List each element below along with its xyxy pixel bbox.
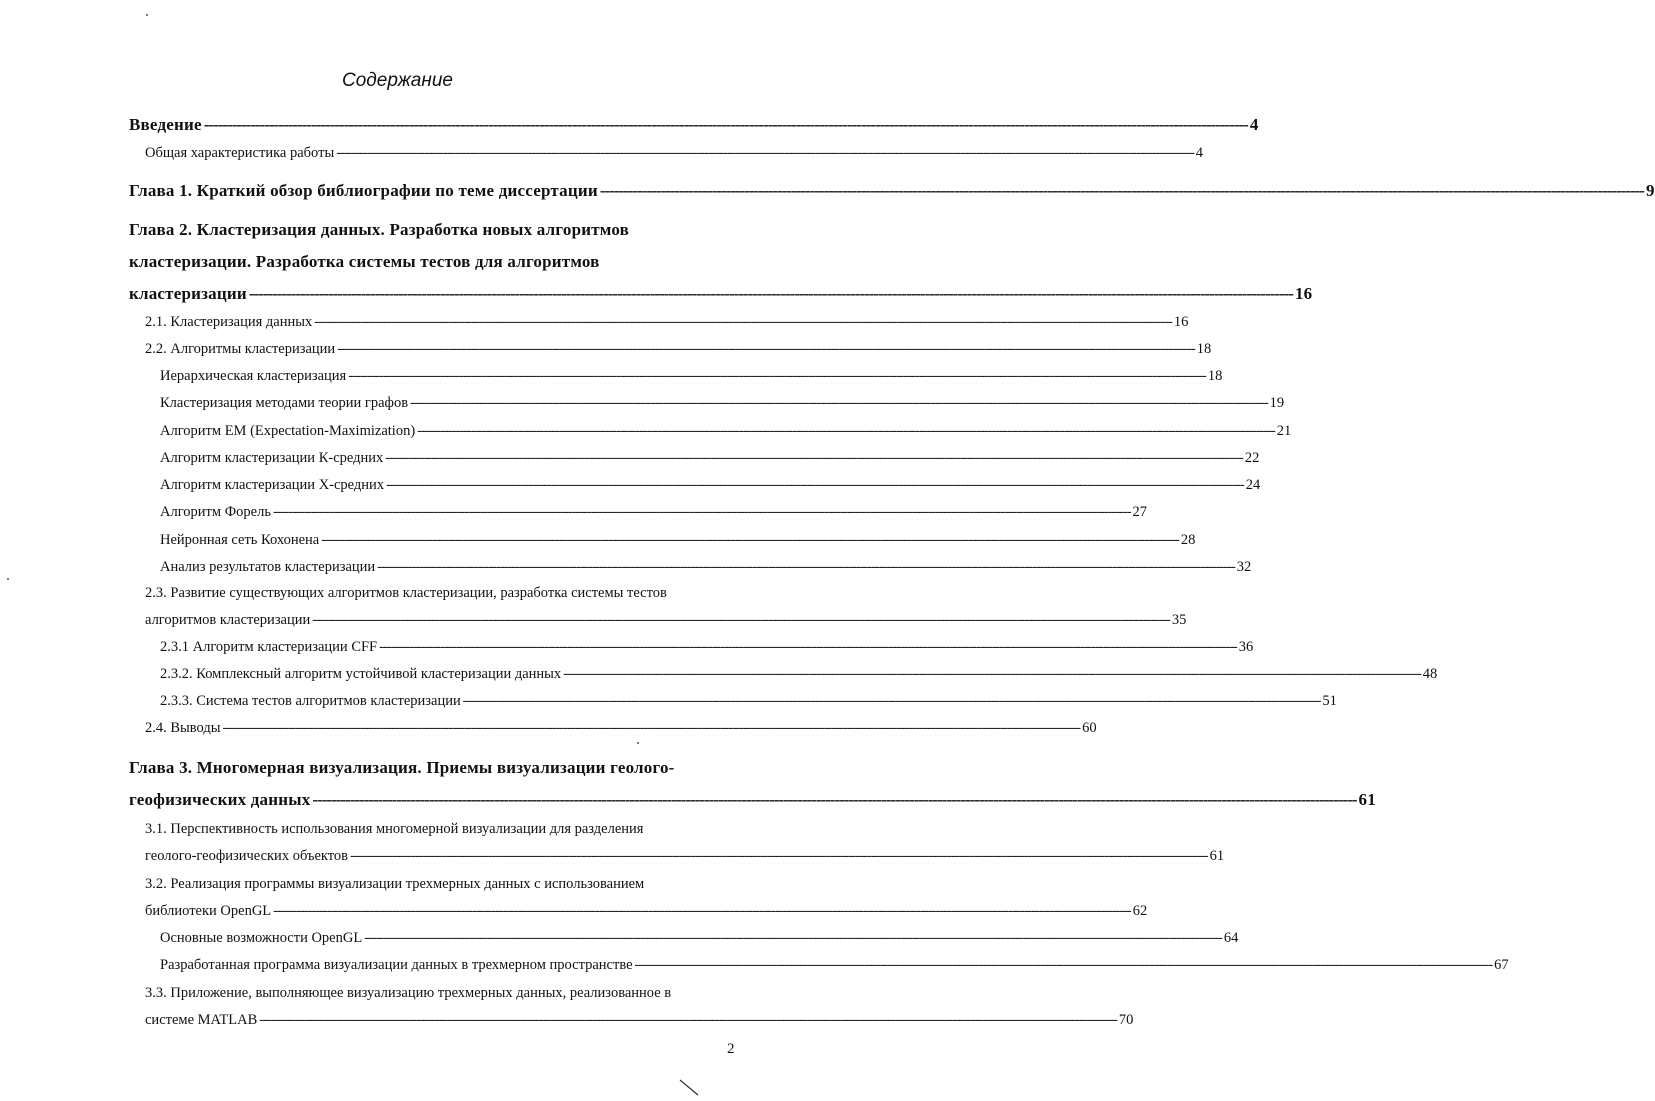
toc-leader: -------------------------------------------------------------------------------------------------------------------------------------------------------------------------------------------------------------------------------- (337, 341, 1195, 357)
toc-entry-label: Нейронная сеть Кохонена (160, 532, 320, 548)
toc-entry-label: Глава 1. Краткий обзор библиографии по теме диссертации (129, 181, 598, 200)
toc-entry-label: Алгоритм Форель (160, 504, 271, 520)
toc-leader: -------------------------------------------------------------------------------------------------------------------------------------------------------------------------------------------------------------------------------- (410, 395, 1268, 411)
toc-entry-label: 2.2. Алгоритмы кластеризации (145, 341, 336, 357)
toc-entry-3-3[interactable] (145, 1012, 1134, 1029)
toc-entry-2-2-analysis[interactable] (160, 559, 1252, 576)
toc-entry-2-3-1[interactable] (160, 639, 1254, 656)
toc-leader: -------------------------------------------------------------------------------------------------------------------------------------------------------------------------------------------------------------------------------- (563, 666, 1421, 682)
toc-entry-label: Иерархическая кластеризация (160, 368, 347, 384)
toc-entry-label: 2.4. Выводы (145, 720, 221, 736)
scan-speck (637, 742, 639, 744)
toc-entry-2-1[interactable] (145, 314, 1189, 331)
toc-entry-label: алгоритмов кластеризации (145, 612, 311, 628)
toc-leader: -------------------------------------------------------------------------------------------------------------------------------------------------------------------------------------------------------------------------------- (272, 504, 1131, 520)
toc-entry-3-2-line-1[interactable]: 3.2. Реализация программы визуализации трехмерных данных с использованием (145, 876, 645, 892)
toc-leader: -------------------------------------------------------------------------------------------------------------------------------------------------------------------------------------------------------------------------------- (385, 450, 1243, 466)
toc-page-number: 27 (1132, 504, 1148, 520)
toc-leader: -------------------------------------------------------------------------------------------------------------------------------------------------------------------------------------------------------------------------------- (348, 368, 1206, 384)
toc-entry-3-3-line-1[interactable]: 3.3. Приложение, выполняющее визуализацию трехмерных данных, реализованное в (145, 985, 672, 1001)
toc-leader: -------------------------------------------------------------------------------------------------------------------------------------------------------------------------------------------------------------------------------- (312, 612, 1170, 628)
toc-entry-intro[interactable] (129, 115, 1259, 135)
toc-chapter-2-line-2[interactable]: кластеризации. Разработка системы тестов для алгоритмов (129, 252, 600, 271)
toc-leader: -------------------------------------------------------------------------------------------------------------------------------------------------------------------------------------------------------------------------------- (350, 848, 1208, 864)
toc-entry-2-2-em[interactable] (160, 423, 1292, 440)
toc-entry-label: Общая характеристика работы (145, 145, 335, 161)
toc-page-number: 9 (1645, 181, 1655, 200)
toc-page-number: 64 (1223, 930, 1239, 946)
toc-page-number: 70 (1118, 1012, 1134, 1028)
toc-entry-3-1[interactable] (145, 848, 1225, 865)
toc-leader: -------------------------------------------------------------------------------------------------------------------------------------------------------------------------------------------------------------------------------- (599, 181, 1644, 200)
toc-entry-2-2-forel[interactable] (160, 504, 1148, 521)
toc-entry-label: Анализ результатов кластеризации (160, 559, 376, 575)
toc-entry-2-3-2[interactable] (160, 666, 1438, 683)
toc-entry-2-3-3[interactable] (160, 693, 1337, 710)
toc-leader: -------------------------------------------------------------------------------------------------------------------------------------------------------------------------------------------------------------------------------- (248, 284, 1293, 303)
scan-speck (146, 14, 148, 16)
toc-chapter-3-line-1[interactable]: Глава 3. Многомерная визуализация. Приемы визуализации геолого- (129, 758, 675, 777)
toc-leader: -------------------------------------------------------------------------------------------------------------------------------------------------------------------------------------------------------------------------------- (312, 790, 1357, 809)
toc-entry-label: Основные возможности OpenGL (160, 930, 363, 946)
toc-leader: -------------------------------------------------------------------------------------------------------------------------------------------------------------------------------------------------------------------------------- (364, 930, 1222, 946)
toc-entry-chapter-2[interactable] (129, 284, 1313, 304)
toc-entry-intro-sub[interactable] (145, 145, 1204, 162)
toc-page-number: 61 (1209, 848, 1225, 864)
page-title: Содержание (342, 70, 453, 91)
toc-page-number: 48 (1422, 666, 1438, 682)
toc-entry-label: Введение (129, 115, 202, 134)
toc-leader: -------------------------------------------------------------------------------------------------------------------------------------------------------------------------------------------------------------------------------- (377, 559, 1235, 575)
toc-entry-chapter-3[interactable] (129, 790, 1376, 810)
toc-entry-2-2-graph[interactable] (160, 395, 1285, 412)
toc-leader: -------------------------------------------------------------------------------------------------------------------------------------------------------------------------------------------------------------------------------- (321, 532, 1179, 548)
toc-page-number: 21 (1276, 423, 1292, 439)
toc-leader: -------------------------------------------------------------------------------------------------------------------------------------------------------------------------------------------------------------------------------- (336, 145, 1194, 161)
toc-page-number: 24 (1245, 477, 1261, 493)
toc-page-number: 16 (1294, 284, 1313, 303)
toc-entry-label: геофизических данных (129, 790, 311, 809)
toc-entry-2-2-x-means[interactable] (160, 477, 1261, 494)
toc-leader: -------------------------------------------------------------------------------------------------------------------------------------------------------------------------------------------------------------------------------- (634, 957, 1493, 973)
toc-entry-3-2-opengl-features[interactable] (160, 930, 1239, 947)
toc-page-number: 22 (1244, 450, 1260, 466)
toc-leader: -------------------------------------------------------------------------------------------------------------------------------------------------------------------------------------------------------------------------------- (203, 115, 1248, 134)
toc-leader: -------------------------------------------------------------------------------------------------------------------------------------------------------------------------------------------------------------------------------- (259, 1012, 1117, 1028)
toc-entry-label: библиотеки OpenGL (145, 903, 272, 919)
toc-leader: -------------------------------------------------------------------------------------------------------------------------------------------------------------------------------------------------------------------------------- (379, 639, 1237, 655)
toc-entry-label: Кластеризация методами теории графов (160, 395, 409, 411)
toc-leader: -------------------------------------------------------------------------------------------------------------------------------------------------------------------------------------------------------------------------------- (462, 693, 1321, 709)
toc-page-number: 51 (1322, 693, 1337, 709)
toc-entry-label: Алгоритм EM (Expectation-Maximization) (160, 423, 416, 439)
toc-chapter-2-line-1[interactable]: Глава 2. Кластеризация данных. Разработка новых алгоритмов (129, 220, 629, 239)
toc-page-number: 32 (1236, 559, 1252, 575)
toc-entry-label: Алгоритм кластеризации К-средних (160, 450, 384, 466)
toc-page-number: 28 (1180, 532, 1196, 548)
page-number: 2 (727, 1041, 735, 1057)
toc-entry-2-3[interactable] (145, 612, 1187, 629)
toc-entry-2-3-line-1[interactable]: 2.3. Развитие существующих алгоритмов кластеризации, разработка системы тестов (145, 585, 667, 601)
toc-entry-2-2-kohonen[interactable] (160, 532, 1196, 549)
toc-entry-3-2[interactable] (145, 903, 1148, 920)
toc-entry-3-2-program[interactable] (160, 957, 1509, 974)
toc-entry-2-4[interactable] (145, 720, 1097, 737)
toc-leader: -------------------------------------------------------------------------------------------------------------------------------------------------------------------------------------------------------------------------------- (417, 423, 1275, 439)
toc-entry-3-1-line-1[interactable]: 3.1. Перспективность использования многомерной визуализации для разделения (145, 821, 644, 837)
toc-entry-label: Алгоритм кластеризации Х-средних (160, 477, 385, 493)
toc-entry-2-2-hierarchical[interactable] (160, 368, 1223, 385)
toc-entry-label: 2.1. Кластеризация данных (145, 314, 313, 330)
toc-page-number: 18 (1196, 341, 1212, 357)
toc-entry-label: 2.3.1 Алгоритм кластеризации CFF (160, 639, 378, 655)
toc-page-number: 16 (1173, 314, 1189, 330)
toc-page-number: 18 (1207, 368, 1223, 384)
toc-page-number: 61 (1358, 790, 1376, 809)
scan-scratch-mark (678, 1078, 702, 1098)
scan-speck (7, 578, 9, 580)
toc-page-number: 62 (1132, 903, 1148, 919)
toc-page-number: 19 (1269, 395, 1285, 411)
toc-entry-2-2[interactable] (145, 341, 1212, 358)
toc-page-number: 4 (1195, 145, 1204, 161)
toc-entry-label: 2.3.3. Система тестов алгоритмов кластеризации (160, 693, 461, 709)
toc-entry-label: системе MATLAB (145, 1012, 258, 1028)
toc-leader: -------------------------------------------------------------------------------------------------------------------------------------------------------------------------------------------------------------------------------- (273, 903, 1131, 919)
toc-entry-label: кластеризации (129, 284, 247, 303)
toc-page-number: 35 (1171, 612, 1187, 628)
toc-entry-2-2-k-means[interactable] (160, 450, 1260, 467)
toc-leader: -------------------------------------------------------------------------------------------------------------------------------------------------------------------------------------------------------------------------------- (386, 477, 1244, 493)
toc-leader: -------------------------------------------------------------------------------------------------------------------------------------------------------------------------------------------------------------------------------- (314, 314, 1172, 330)
toc-entry-chapter-1[interactable] (129, 181, 1655, 201)
toc-page-number: 60 (1082, 720, 1097, 736)
toc-page-number: 4 (1249, 115, 1259, 134)
toc-page-number: 67 (1494, 957, 1509, 973)
toc-entry-label: геолого-геофизических объектов (145, 848, 348, 864)
toc-entry-label: 2.3.2. Комплексный алгоритм устойчивой кластеризации данных (160, 666, 562, 682)
toc-leader: -------------------------------------------------------------------------------------------------------------------------------------------------------------------------------------------------------------------------------- (222, 720, 1081, 736)
toc-page-number: 36 (1238, 639, 1254, 655)
toc-entry-label: Разработанная программа визуализации данных в трехмерном пространстве (160, 957, 633, 973)
